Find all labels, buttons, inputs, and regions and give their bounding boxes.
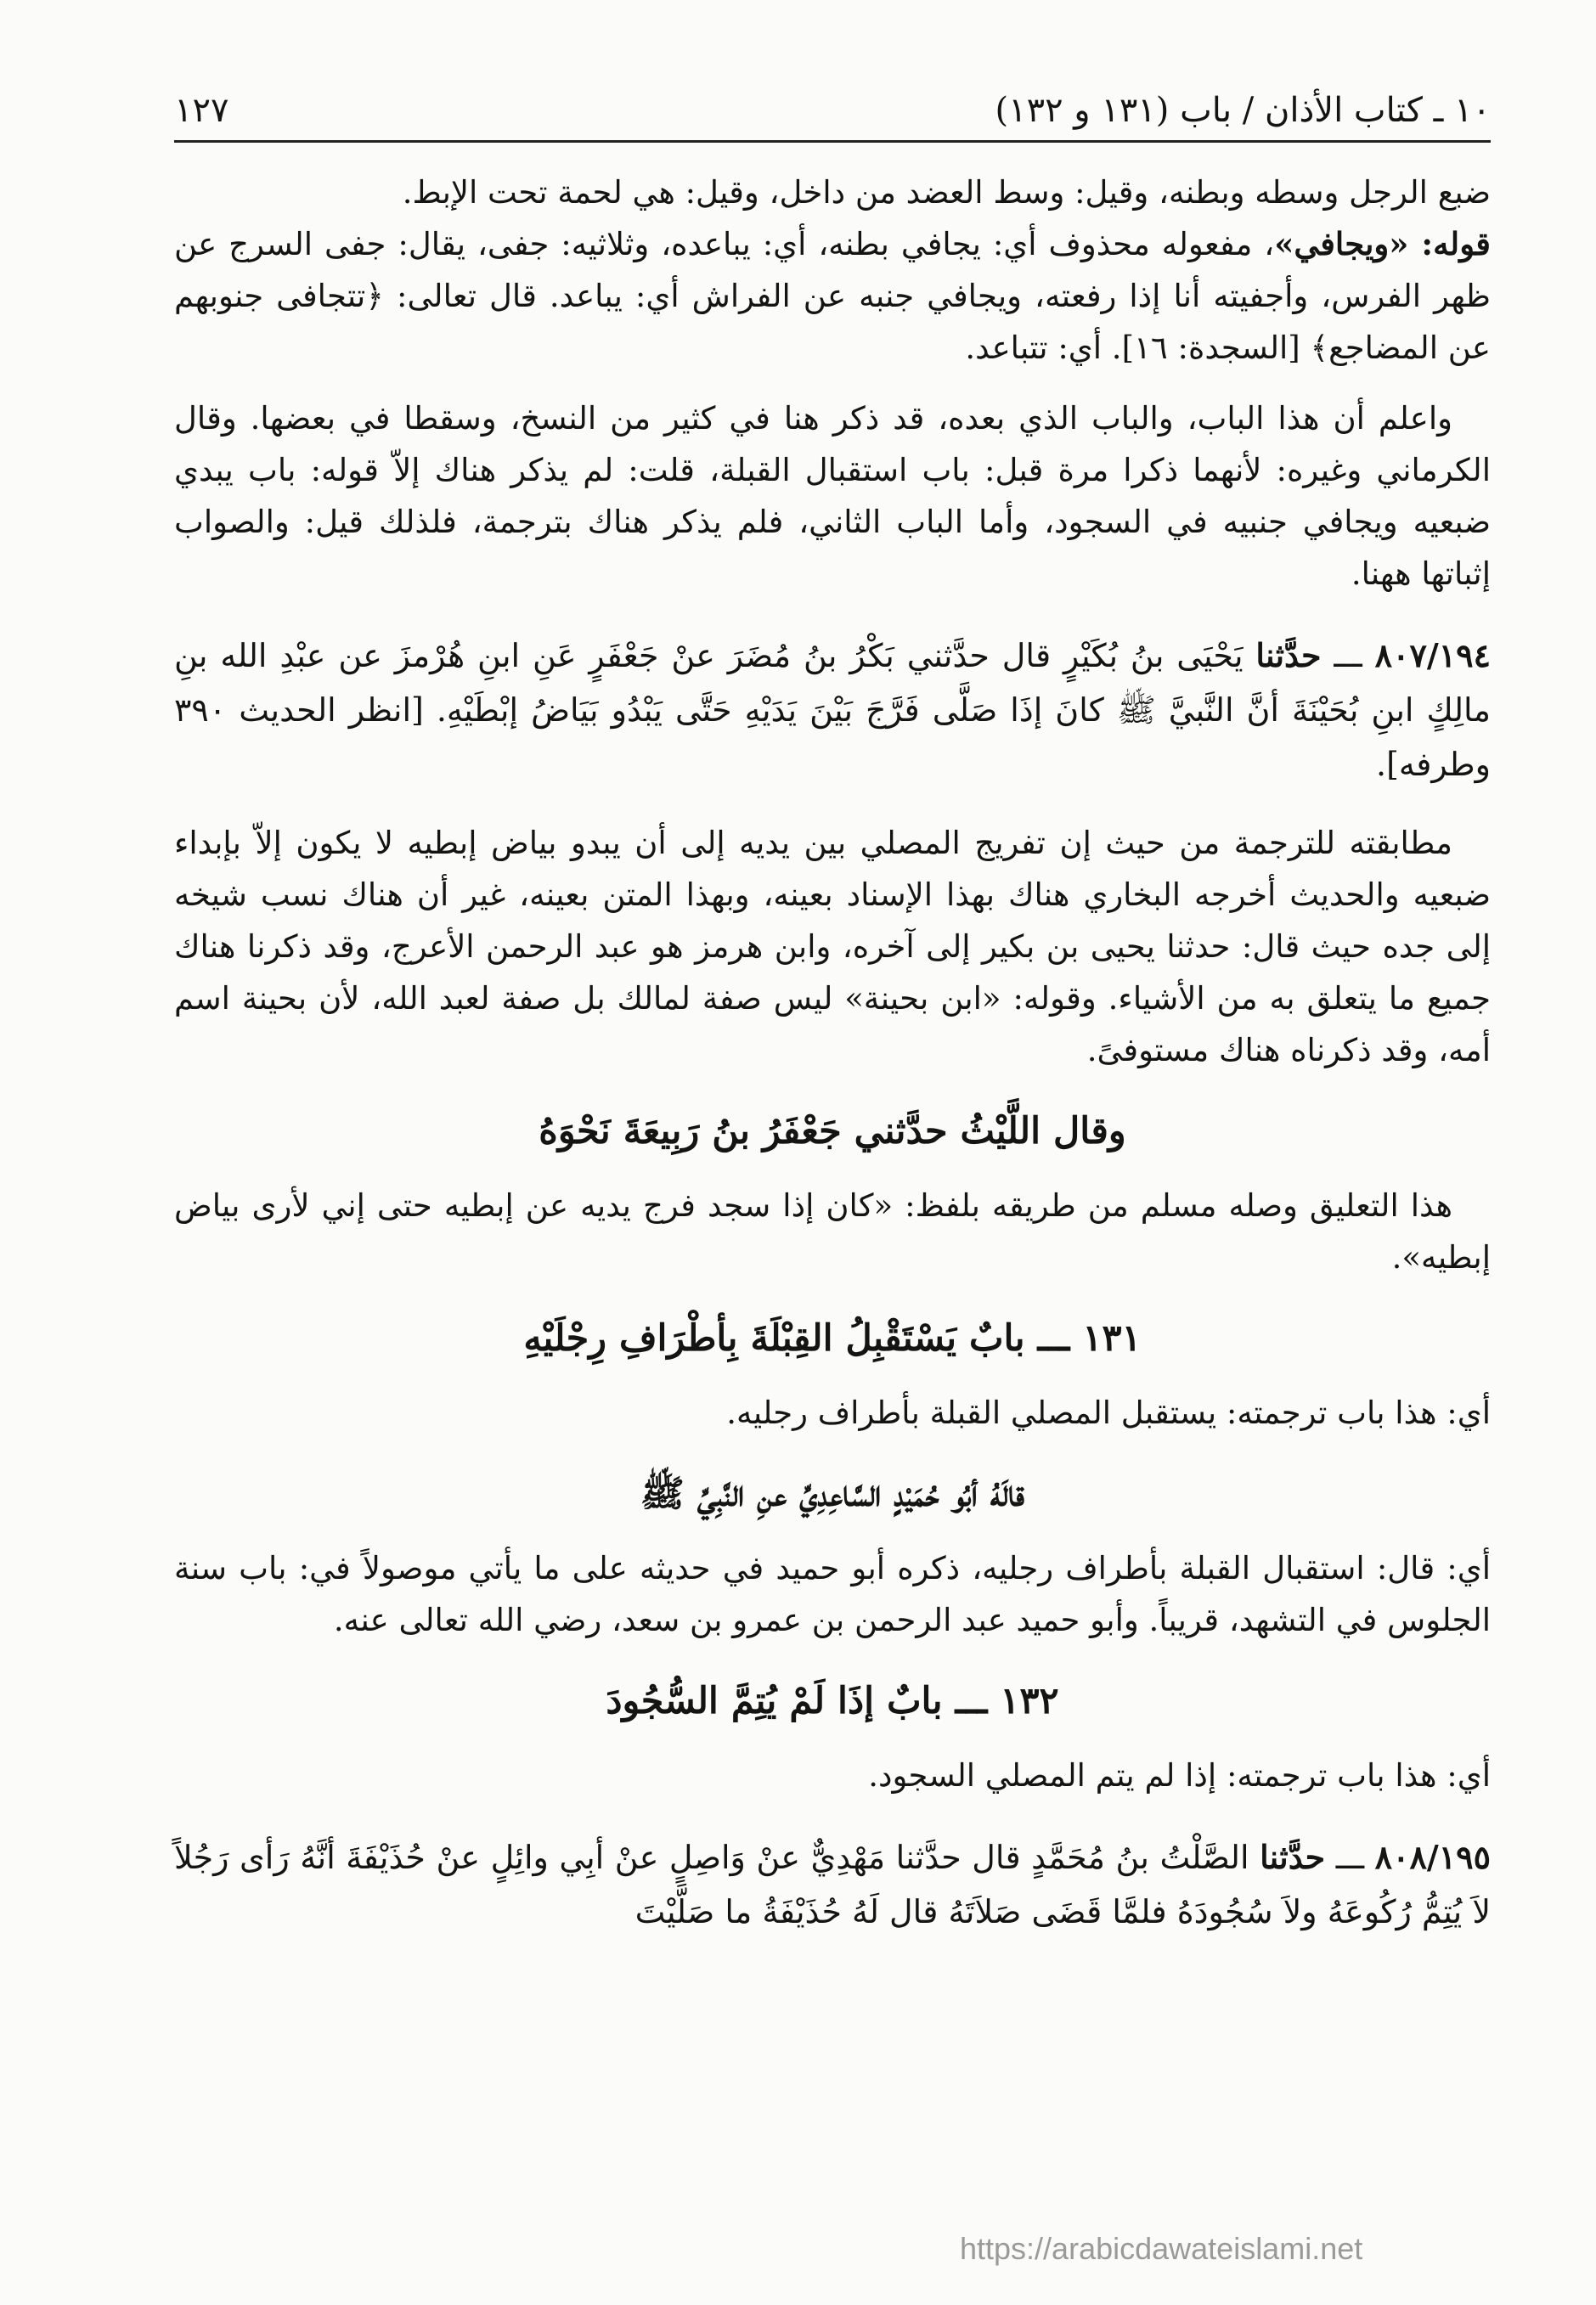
page-number: ١٢٧ [174,91,229,130]
paragraph-2-label: قوله: «ويجافي» [1274,225,1491,262]
heading-bab-132: ١٣٢ ـــ بابٌ إذَا لَمْ يُتِمَّ السُّجُودَ [606,1680,1059,1722]
paragraph-2-text: ، مفعوله محذوف أي: يجافي بطنه، أي: يباعده، وثلاثيه: جفى، يقال: جفى السرج عن ظهر الفرس، وأجفيته أنا إذا رفعته، ويجافي جنبه عن الفراش أي: يباعد. قال تعالى: ﴿تتجافى جنوبهم عن المضاجع﴾ [السجدة: ١٦]. أي: تتباعد. [174,226,1491,366]
hadith-label: حدَّثنا [1255,636,1322,674]
paragraph-8: أي: هذا باب ترجمته: إذا لم يتم المصلي السجود. [868,1757,1491,1794]
hadith-195: ٨٠٨/١٩٥ ـــ حدَّثنا الصَّلْتُ بنُ مُحَمَّدٍ قال حدَّثنا مَهْدِيٌّ عنْ وَاصِلٍ عنْ أبِي وائِلٍ عنْ حُذَيْفَةَ أنَّهُ رَأى رَجُلاً لاَ يُتِمُّ رُكُوعَهُ ولاَ سُجُودَهُ فلمَّا قَضَى صَلاَتَهُ قال لَهُ حُذَيْفَةُ ما صَلَّيْتَ [174,1838,1491,1930]
hadith-label: حدَّثنا [1260,1838,1326,1876]
book-page [174,81,1491,2255]
watermark-url: https://arabicdawateislami.net [960,2231,1363,2266]
paragraph-5: هذا التعليق وصله مسلم من طريقه بلفظ: «كان إذا سجد فرج يديه عن إبطيه حتى إني لأرى بياض إبطيه». [174,1187,1491,1276]
page-header [174,81,1491,143]
chapter-title: ١٠ ـ كتاب الأذان / باب (١٣١ و ١٣٢) [995,91,1491,130]
page-content [174,166,1491,1939]
hadith-text: الصَّلْتُ بنُ مُحَمَّدٍ قال حدَّثنا مَهْدِيٌّ عنْ وَاصِلٍ عنْ أبِي وائِلٍ عنْ حُذَيْفَةَ أنَّهُ رَأى رَجُلاً لاَ يُتِمُّ رُكُوعَهُ ولاَ سُجُودَهُ فلمَّا قَضَى صَلاَتَهُ قال لَهُ حُذَيْفَةُ ما صَلَّيْتَ [174,1839,1491,1930]
hadith-text: يَحْيَى بنُ بُكَيْرٍ قال حدَّثني بَكْرُ بنُ مُضَرَ عنْ جَعْفَرٍ عَنِ ابنِ هُرْمزَ عن عبْدِ الله بنِ مالِكٍ ابنِ بُحَيْنَةَ أنَّ النَّبيَّ ﷺ كانَ إذَا صَلَّى فَرَّجَ بَيْنَ يَدَيْهِ حَتَّى يَبْدُو بَيَاضُ إبْطَيْهِ. [انظر الحديث ٣٩٠ وطرفه]. [174,637,1491,783]
heading-abu-humayd: قالَهُ أبُو حُمَيْدٍ السَّاعِدِيِّ عنِ النَّبِيِّ ﷺ [640,1473,1025,1515]
heading-bab-131: ١٣١ ـــ بابٌ يَسْتَقْبِلُ القِبْلَةَ بِأطْرَافِ رِجْلَيْهِ [523,1317,1142,1360]
heading-layth: وقال اللَّيْثُ حدَّثني جَعْفَرُ بنُ رَبِيعَةَ نَحْوَهُ [539,1110,1126,1152]
hadith-number: ٨٠٧/١٩٤ [1374,636,1491,674]
paragraph-3: واعلم أن هذا الباب، والباب الذي بعده، قد ذكر هنا في كثير من النسخ، وسقطا في بعضها. وقال الكرماني وغيره: لأنهما ذكرا مرة قبل: باب استقبال القبلة، قلت: لم يذكر هناك إلاّ قوله: باب يبدي ضبعيه ويجافي جنبيه في السجود، وأما الباب الثاني، فلم يذكر هناك بترجمة، فلذلك قيل: والصواب إثباتها ههنا. [174,400,1491,592]
paragraph-4: مطابقته للترجمة من حيث إن تفريج المصلي بين يديه إلى أن يبدو بياض إبطيه لا يكون إلاّ بإبداء ضبعيه والحديث أخرجه البخاري هناك بهذا الإسناد بعينه، وبهذا المتن بعينه، غير أن هناك نسب شيخه إلى جده حيث قال: حدثنا يحيى بن بكير إلى آخره، وابن هرمز هو عبد الرحمن الأعرج، وقد ذكرنا هناك جميع ما يتعلق به من الأشياء. وقوله: «ابن بحينة» ليس صفة لمالك بل صفة لعبد الله، لأن بحينة اسم أمه، وقد ذكرناه هناك مستوفىً. [174,825,1491,1068]
hadith-number: ٨٠٨/١٩٥ [1374,1838,1491,1876]
paragraph-7: أي: قال: استقبال القبلة بأطراف رجليه، ذكره أبو حميد في حديثه على ما يأتي موصولاً في: باب سنة الجلوس في التشهد، قريباً. وأبو حميد عبد الرحمن بن عمرو بن سعد، رضي الله تعالى عنه. [174,1550,1491,1638]
paragraph-1: ضبع الرجل وسطه وبطنه، وقيل: وسط العضد من داخل، وقيل: هي لحمة تحت الإبط. [402,174,1491,211]
hadith-194: ٨٠٧/١٩٤ ـــ حدَّثنا يَحْيَى بنُ بُكَيْرٍ قال حدَّثني بَكْرُ بنُ مُضَرَ عنْ جَعْفَرٍ عَنِ ابنِ هُرْمزَ عن عبْدِ الله بنِ مالِكٍ ابنِ بُحَيْنَةَ أنَّ النَّبيَّ ﷺ كانَ إذَا صَلَّى فَرَّجَ بَيْنَ يَدَيْهِ حَتَّى يَبْدُو بَيَاضُ إبْطَيْهِ. [انظر الحديث ٣٩٠ وطرفه]. [174,636,1491,783]
paragraph-2 [174,218,1491,374]
paragraph-6: أي: هذا باب ترجمته: يستقبل المصلي القبلة بأطراف رجليه. [726,1395,1491,1431]
